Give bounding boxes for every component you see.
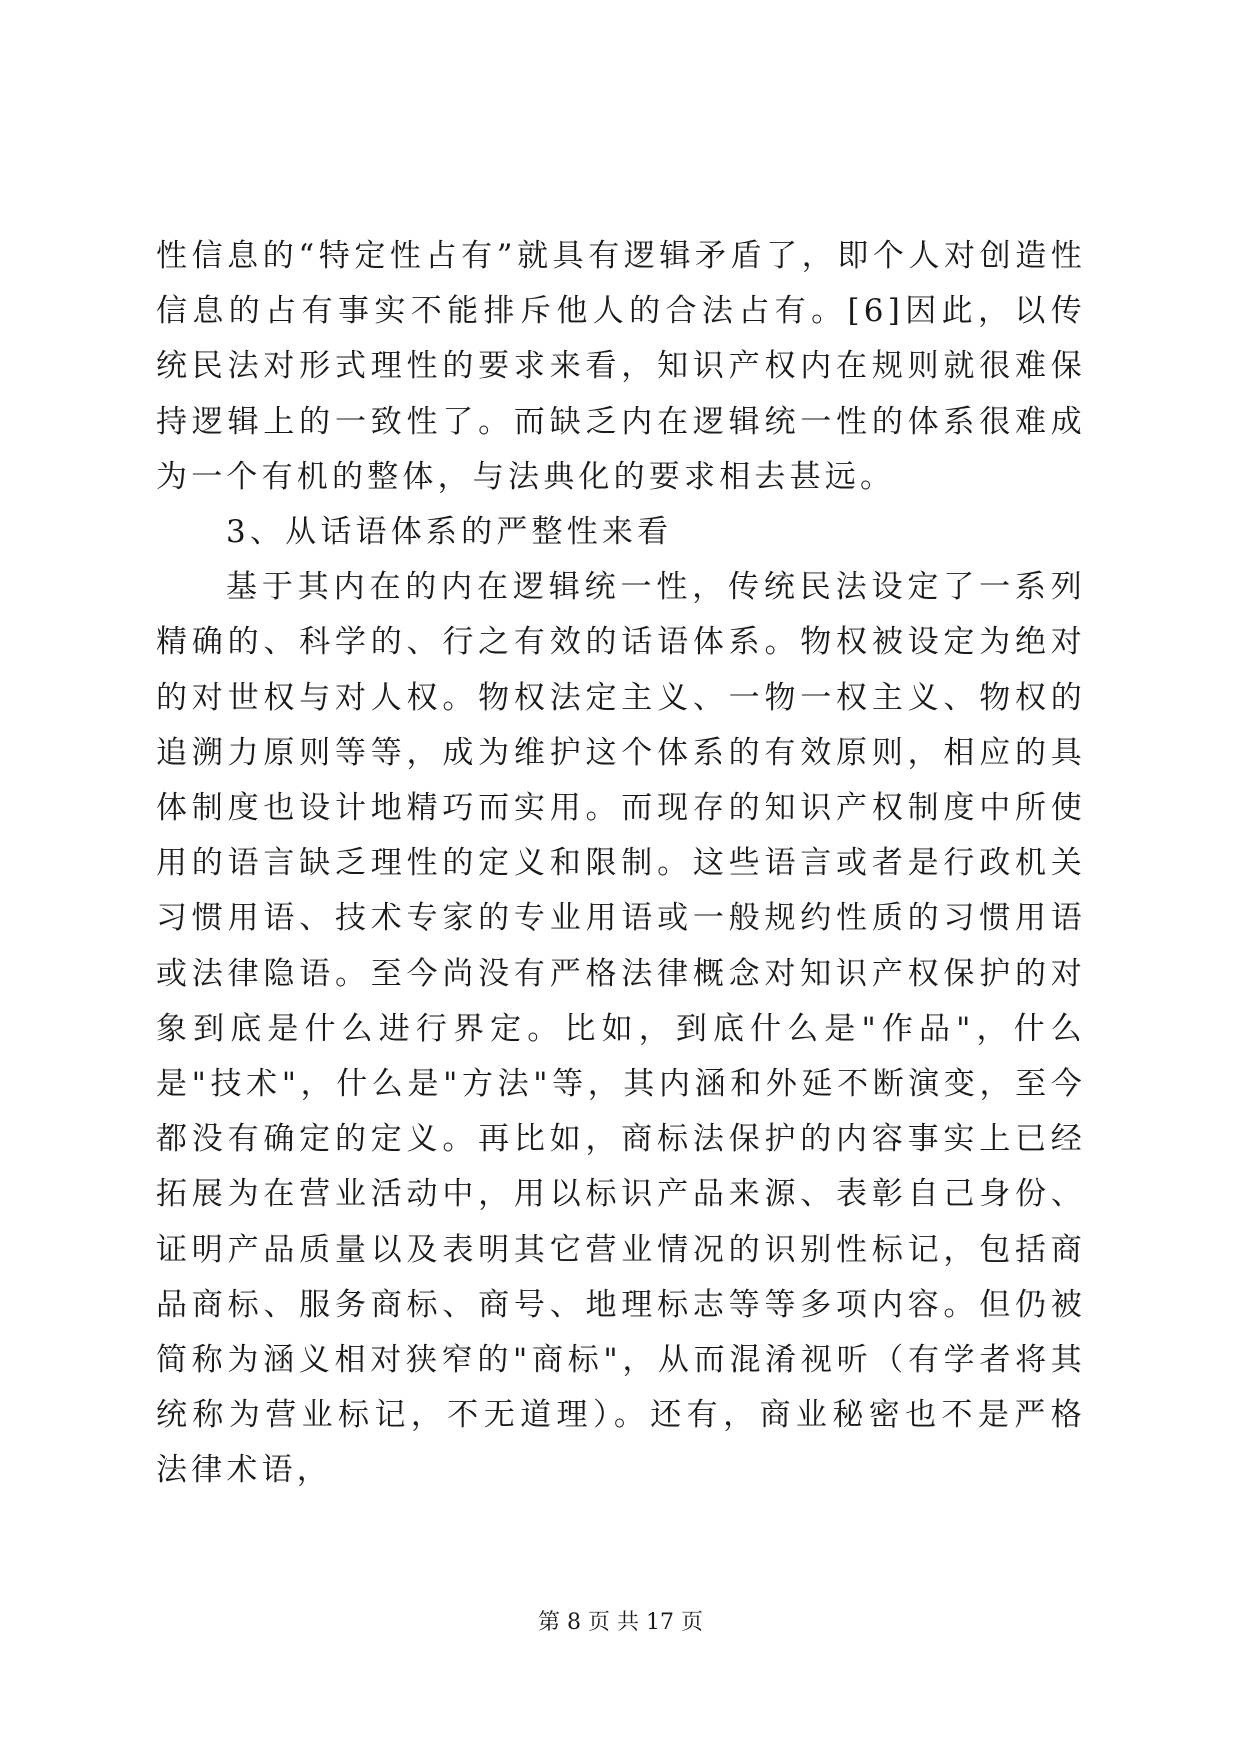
paragraph-continuation: 性信息的“特定性占有”就具有逻辑矛盾了，即个人对创造性信息的占有事实不能排斥他人的合法占有。[6]因此，以传统民法对形式理性的要求来看，知识产权内在规则就很难保持逻辑上的一致性了。而缺乏内在逻辑统一性的体系很难成为一个有机的整体，与法典化的要求相去甚远。	[156, 238, 1086, 495]
page-number: 第 8 页 共 17 页	[538, 1610, 703, 1635]
body-text	[156, 229, 1086, 1499]
section-heading: 3、从话语体系的严整性来看	[226, 514, 673, 551]
paragraph-discourse-system: 基于其内在的内在逻辑统一性，传统民法设定了一系列精确的、科学的、行之有效的话语体系。物权被设定为绝对的对世权与对人权。物权法定主义、一物一权主义、物权的追溯力原则等等，成为维护这个体系的有效原则，相应的具体制度也设计地精巧而实用。而现存的知识产权制度中所使用的语言缺乏理性的定义和限制。这些语言或者是行政机关习惯用语、技术专家的专业用语或一般规约性质的习惯用语或法律隐语。至今尚没有严格法律概念对知识产权保护的对象到底是什么进行界定。比如，到底什么是"作品"，什么是"技术"，什么是"方法"等，其内涵和外延不断演变，至今都没有确定的定义。再比如，商标法保护的内容事实上已经拓展为在营业活动中，用以标识产品来源、表彰自己身份、证明产品质量以及表明其它营业情况的识别性标记，包括商品商标、服务商标、商号、地理标志等等多项内容。但仍被简称为涵义相对狭窄的"商标"，从而混淆视听（有学者将其统称为营业标记，不无道理）。还有，商业秘密也不是严格法律术语，	[156, 569, 1086, 1489]
page-footer	[0, 1605, 1241, 1636]
